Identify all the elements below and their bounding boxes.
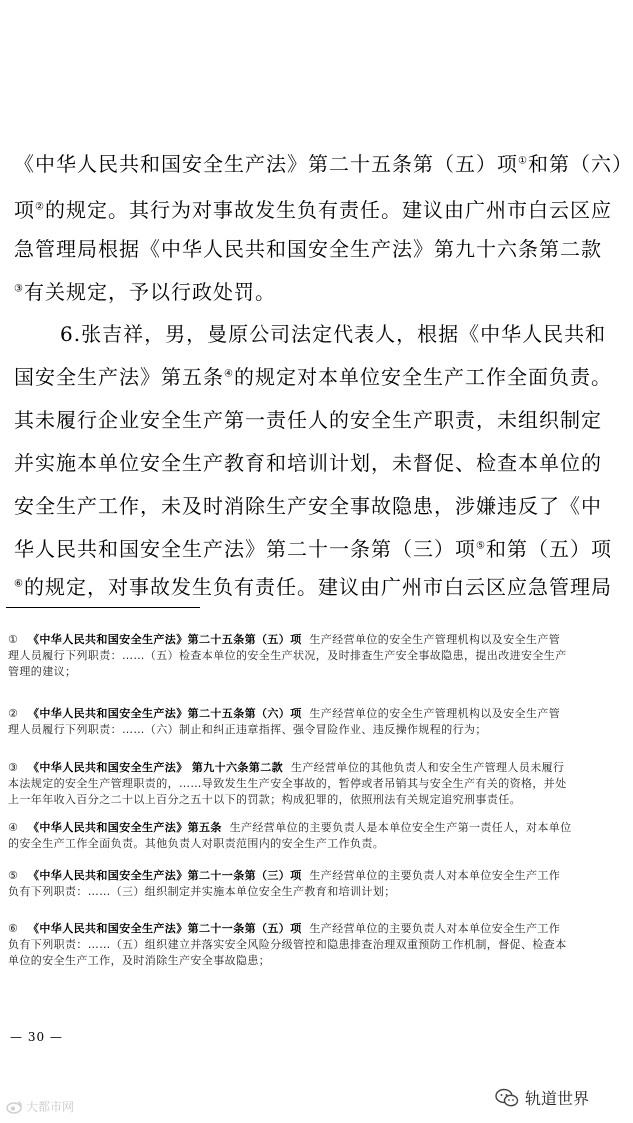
sina-weibo-icon: [6, 1100, 24, 1114]
watermark-right: [495, 1086, 589, 1109]
body-line-6: 国安全生产法》第五条④的规定对本单位安全生产工作全面负责。: [14, 365, 612, 389]
body-line-2: 项②的规定。其行为对事故发生负有责任。建议由广州市白云区应: [14, 198, 612, 222]
footnote-5: ⑤ 《中华人民共和国安全生产法》第二十一条第（三）项 生产经营单位的主要负责人对本单位安全生产工作 负有下列职责：……（三）组织制定并实施本单位安全生产教育和培训计划；: [8, 869, 561, 898]
body-line-10: 华人民共和国安全生产法》第二十一条第（三）项⑤和第（五）项: [14, 537, 612, 561]
watermark-left-text: 大都市网: [26, 1100, 75, 1114]
watermark-left: [6, 1098, 74, 1115]
body-line-9: 安全生产工作，未及时消除生产安全事故隐患，涉嫌违反了《中: [14, 494, 602, 518]
watermark-right-text: 轨道世界: [524, 1089, 589, 1108]
body-line-11: ⑥的规定，对事故发生负有责任。建议由广州市白云区应急管理局: [14, 575, 612, 599]
body-line-4: ③有关规定，予以行政处罚。: [14, 280, 276, 304]
body-line-8: 并实施本单位安全生产教育和培训计划，未督促、检查本单位的: [14, 451, 602, 475]
body-line-7: 其未履行企业安全生产第一责任人的安全生产职责，未组织制定: [14, 408, 602, 432]
page-number: — 30 —: [10, 1030, 63, 1044]
footnote-4: ④ 《中华人民共和国安全生产法》第五条 生产经营单位的主要负责人是本单位安全生产第一责任人，对本单位 的安全生产工作全面负责。其他负责人对职责范围内的安全生产工作负责。: [8, 821, 572, 850]
footnote-separator: [6, 607, 200, 608]
footnote-1: ① 《中华人民共和国安全生产法》第二十五条第（五）项 生产经营单位的安全生产管理机构以及安全生产管 理人员履行下列职责：……（五）检查本单位的安全生产状况，及时排查生产安全事故隐患，提出改进安全生产 管理的建议；: [8, 633, 567, 678]
footnote-6: ⑥ 《中华人民共和国安全生产法》第二十一条第（五）项 生产经营单位的主要负责人对本单位安全生产工作 负有下列职责：……（五）组织建立并落实安全风险分级管控和隐患排查治理双重预防工作机制，督促、检查本 单位的安全生产工作，及时消除生产安全事故隐患；: [8, 922, 567, 967]
body-line-1: 《中华人民共和国安全生产法》第二十五条第（五）项①和第（六）: [14, 152, 633, 176]
footnote-3: ③ 《中华人民共和国安全生产法》 第九十六条第二款 生产经营单位的其他负责人和安全生产管理人员未履行 本法规定的安全生产管理职责的，……导致发生生产安全事故的，暂停或者吊销其与安全生产有关的资格，并处 上一年年收入百分之二十以上百分之五十以下的罚款；构成犯罪的，依照刑法有关规定追究刑事责任。: [8, 761, 567, 806]
body-line-5: 6.张吉祥，男，曼原公司法定代表人，根据《中华人民共和: [60, 322, 607, 346]
footnote-2: ② 《中华人民共和国安全生产法》第二十五条第（六）项 生产经营单位的安全生产管理机构以及安全生产管 理人员履行下列职责：……（六）制止和纠正违章指挥、强令冒险作业、违反操作规程的行为；: [8, 707, 561, 736]
body-line-3: 急管理局根据《中华人民共和国安全生产法》第九十六条第二款: [14, 237, 602, 261]
wechat-icon: [495, 1088, 519, 1108]
